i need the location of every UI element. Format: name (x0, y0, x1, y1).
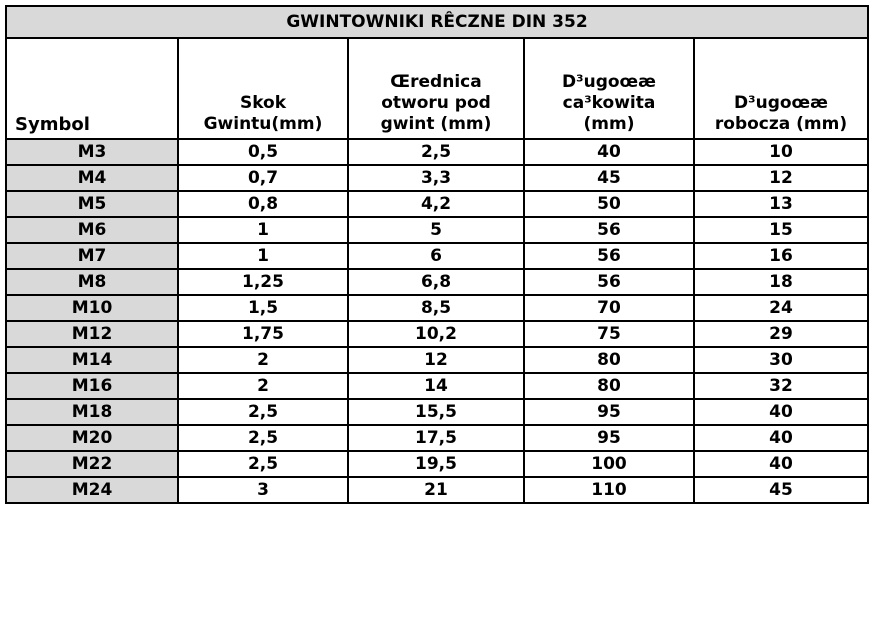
cell-hole-diameter: 2,5 (348, 139, 524, 165)
table-title: GWINTOWNIKI RÊCZNE DIN 352 (6, 6, 868, 38)
cell-pitch: 1 (178, 217, 348, 243)
cell-working-length: 18 (694, 269, 868, 295)
cell-symbol: M16 (6, 373, 178, 399)
cell-total-length: 80 (524, 347, 694, 373)
cell-pitch: 0,8 (178, 191, 348, 217)
header-hole-line: Œrednica (390, 72, 482, 92)
cell-working-length: 13 (694, 191, 868, 217)
cell-working-length: 40 (694, 399, 868, 425)
cell-symbol: M24 (6, 477, 178, 503)
header-row (6, 38, 868, 139)
cell-total-length: 80 (524, 373, 694, 399)
table-row (6, 425, 868, 451)
cell-total-length: 50 (524, 191, 694, 217)
cell-total-length: 100 (524, 451, 694, 477)
header-hole-line: otworu pod (381, 93, 491, 113)
cell-symbol: M22 (6, 451, 178, 477)
cell-symbol: M4 (6, 165, 178, 191)
header-total-line: (mm) (583, 114, 635, 134)
header-working-line: D³ugoœæ (734, 93, 828, 113)
cell-symbol: M10 (6, 295, 178, 321)
table-row (6, 295, 868, 321)
cell-hole-diameter: 21 (348, 477, 524, 503)
cell-pitch: 3 (178, 477, 348, 503)
cell-hole-diameter: 3,3 (348, 165, 524, 191)
cell-working-length: 30 (694, 347, 868, 373)
cell-hole-diameter: 12 (348, 347, 524, 373)
table-row (6, 373, 868, 399)
cell-total-length: 110 (524, 477, 694, 503)
cell-pitch: 2 (178, 373, 348, 399)
cell-symbol: M18 (6, 399, 178, 425)
cell-pitch: 1,5 (178, 295, 348, 321)
cell-total-length: 56 (524, 269, 694, 295)
cell-total-length: 95 (524, 399, 694, 425)
table-row (6, 399, 868, 425)
header-working-line: robocza (mm) (714, 114, 848, 134)
cell-pitch: 1,25 (178, 269, 348, 295)
cell-hole-diameter: 6 (348, 243, 524, 269)
cell-hole-diameter: 14 (348, 373, 524, 399)
cell-pitch: 1 (178, 243, 348, 269)
title-row (6, 6, 868, 38)
cell-symbol: M7 (6, 243, 178, 269)
taps-table-container (5, 5, 867, 612)
table-row (6, 243, 868, 269)
cell-hole-diameter: 15,5 (348, 399, 524, 425)
cell-total-length: 56 (524, 217, 694, 243)
table-row (6, 191, 868, 217)
cell-total-length: 56 (524, 243, 694, 269)
cell-pitch: 2,5 (178, 425, 348, 451)
cell-hole-diameter: 10,2 (348, 321, 524, 347)
cell-symbol: M5 (6, 191, 178, 217)
cell-total-length: 75 (524, 321, 694, 347)
table-row (6, 477, 868, 503)
cell-working-length: 10 (694, 139, 868, 165)
header-total-length (524, 38, 694, 139)
cell-total-length: 45 (524, 165, 694, 191)
cell-symbol: M3 (6, 139, 178, 165)
header-pitch-line: Gwintu(mm) (203, 114, 323, 134)
cell-symbol: M12 (6, 321, 178, 347)
header-working-length (694, 38, 868, 139)
cell-symbol: M8 (6, 269, 178, 295)
cell-working-length: 32 (694, 373, 868, 399)
din352-table (5, 5, 869, 504)
table-row (6, 217, 868, 243)
table-row (6, 139, 868, 165)
cell-pitch: 2 (178, 347, 348, 373)
table-row (6, 165, 868, 191)
header-total-line: ca³kowita (562, 93, 656, 113)
table-row (6, 321, 868, 347)
header-hole-diameter (348, 38, 524, 139)
cell-working-length: 40 (694, 451, 868, 477)
cell-hole-diameter: 17,5 (348, 425, 524, 451)
cell-working-length: 12 (694, 165, 868, 191)
table-row (6, 451, 868, 477)
cell-pitch: 0,5 (178, 139, 348, 165)
cell-hole-diameter: 19,5 (348, 451, 524, 477)
cell-hole-diameter: 4,2 (348, 191, 524, 217)
cell-symbol: M14 (6, 347, 178, 373)
cell-working-length: 45 (694, 477, 868, 503)
cell-total-length: 70 (524, 295, 694, 321)
cell-pitch: 2,5 (178, 451, 348, 477)
cell-symbol: M6 (6, 217, 178, 243)
cell-total-length: 40 (524, 139, 694, 165)
cell-pitch: 0,7 (178, 165, 348, 191)
cell-working-length: 40 (694, 425, 868, 451)
cell-hole-diameter: 5 (348, 217, 524, 243)
header-pitch-line: Skok (239, 93, 287, 113)
cell-symbol: M20 (6, 425, 178, 451)
header-pitch (178, 38, 348, 139)
header-total-line: D³ugoœæ (562, 72, 656, 92)
cell-working-length: 24 (694, 295, 868, 321)
cell-working-length: 16 (694, 243, 868, 269)
cell-working-length: 15 (694, 217, 868, 243)
header-hole-line: gwint (mm) (380, 114, 492, 134)
table-body (6, 139, 868, 503)
cell-hole-diameter: 8,5 (348, 295, 524, 321)
cell-pitch: 1,75 (178, 321, 348, 347)
cell-hole-diameter: 6,8 (348, 269, 524, 295)
table-row (6, 269, 868, 295)
cell-total-length: 95 (524, 425, 694, 451)
cell-pitch: 2,5 (178, 399, 348, 425)
cell-working-length: 29 (694, 321, 868, 347)
header-symbol: Symbol (6, 38, 178, 139)
table-row (6, 347, 868, 373)
